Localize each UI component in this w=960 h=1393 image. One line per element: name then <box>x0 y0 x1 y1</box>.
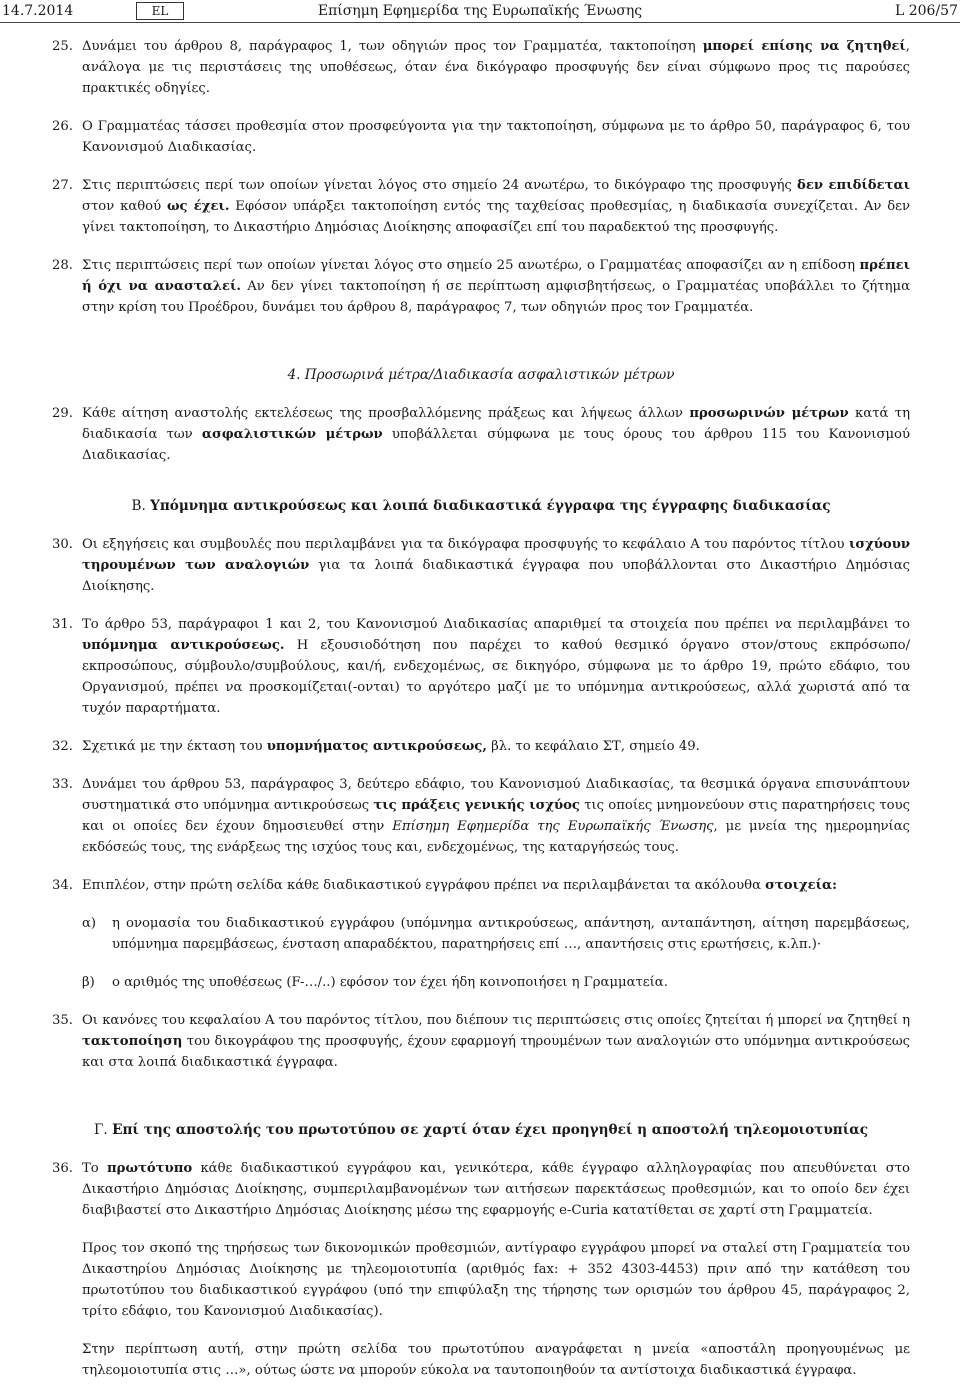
list-items <box>52 913 910 993</box>
list-item-b <box>82 972 910 993</box>
bold-text: τακτοποίηση <box>82 1034 183 1049</box>
section-heading-4: 4. Προσωρινά μέτρα/Διαδικασία ασφαλιστικών μέτρων <box>287 367 675 383</box>
text: κάθε διαδικαστικού εγγράφου και, γενικότερα, κάθε έγγραφο αλληλογραφίας που απευθύνεται στο Δικαστήριο Δημόσιας Διοίκησης, συμπεριλαμβανομένων των αιτήσεων παρεκτάσεως προθεσμιών, και το οποίο δεν έχει διαβιβαστεί στο Δικαστήριο Δημόσιας Διοίκησης μέσω της εφαρμογής e-Curia κατατίθεται σε χαρτί στη Γραμματεία. <box>82 1161 910 1218</box>
paragraph-31 <box>52 614 910 719</box>
bold-text: ως έχει. <box>166 199 230 214</box>
text: , ανάλογα με τις περιστάσεις της υποθέσεως, όταν ένα δικόγραφο προσφυγής δεν είναι σύμφωνο προς τις παρούσες πρακτικές οδηγίες. <box>82 39 910 96</box>
paragraph-35 <box>52 1010 910 1073</box>
paragraph-29 <box>52 403 910 466</box>
text: Το άρθρο 53, παράγραφοι 1 και 2, του Κανονισμού Διαδικασίας απαριθμεί τα στοιχεία που πρέπει να περιλαμβάνει το <box>82 617 910 632</box>
text: Δυνάμει του άρθρου 8, παράγραφος 1, των οδηγιών προς τον Γραμματέα, τακτοποίηση <box>82 39 703 54</box>
text: Στις περιπτώσεις περί των οποίων γίνεται λόγος στο σημείο 24 ανωτέρω, το δικόγραφο της προσφυγής <box>82 178 798 193</box>
list-item-a <box>82 913 910 955</box>
bold-text: υπομνήματος αντικρούσεως, <box>266 739 487 754</box>
section-heading-g <box>52 1120 910 1141</box>
paragraph-36-cont-1 <box>52 1238 910 1322</box>
text: Η εξουσιοδότηση που παρέχει το καθού θεσμικό όργανο στον/στους εκπρόσωπο/εκπροσώπους, σύμβουλο/συμβούλους, και/ή, ενδεχομένως, σε δικηγόρο, σύμφωνα με το άρθρο 19, πρώτο εδάφιο, του Οργανισμού, πρέπει να προσκομίζεται(-ονται) το αργότερο μαζί με το υπόμνημα αντικρούσεως, αλλά χωριστά από τα τυχόν παραρτήματα. <box>82 638 911 716</box>
text: η ονομασία του διαδικαστικού εγγράφου (υπόμνημα αντικρούσεως, απάντηση, ανταπάντηση, αίτηση παρεμβάσεως, υπόμνημα παρεμβάσεως, ένσταση απαραδέκτου, παρατηρήσεις επί …, απαντήσεις στις ερωτήσεις, κ.λπ.)· <box>112 916 910 952</box>
paragraph-33 <box>52 774 910 858</box>
text: στον καθού <box>82 199 167 214</box>
paragraph-number: 34. <box>52 878 73 893</box>
text: Ο Γραμματέας τάσσει προθεσμία στον προσφεύγοντα για την τακτοποίηση, σύμφωνα με το άρθρο 50, παράγραφος 6, του Κανονισμού Διαδικασίας. <box>82 119 910 155</box>
text: Δυνάμει του άρθρου 53, παράγραφος 3, δεύτερο εδάφιο, του Κανονισμού Διαδικασίας, τα θεσμικά όργανα επισυνάπτουν συστηματικά στο υπόμνημα αντικρούσεως <box>82 777 910 813</box>
paragraph-number: 31. <box>52 617 73 632</box>
bold-text: ισχύουν τηρουμένων των αναλογιών <box>82 537 910 573</box>
paragraph-32 <box>52 736 910 757</box>
list-label: β) <box>82 975 95 990</box>
paragraph-number: 30. <box>52 537 73 552</box>
bold-text: μπορεί επίσης να ζητηθεί <box>702 39 906 54</box>
paragraph-28 <box>52 255 910 318</box>
text: Το <box>82 1161 108 1176</box>
text: Κάθε αίτηση αναστολής εκτελέσεως της προσβαλλόμενης πράξεως και λήψεως άλλων <box>82 406 690 421</box>
journal-title: Επίσημη Εφημερίδα της Ευρωπαϊκής Ένωσης <box>317 3 643 19</box>
text: Σχετικά με την έκταση του <box>82 739 267 754</box>
section-title: Υπόμνημα αντικρούσεως και λοιπά διαδικαστικά έγγραφα της έγγραφης διαδικασίας <box>150 498 831 514</box>
text: , με μνεία της ημερομηνίας εκδόσεώς τους, της ενάρξεως της ισχύος τους και, ενδεχομένως, της καταργήσεώς τους. <box>82 819 910 855</box>
section-title: Επί της αποστολής του πρωτοτύπου σε χαρτί όταν έχει προηγηθεί η αποστολή τηλεομοιοτυπίας <box>112 1122 869 1138</box>
text: Αν δεν γίνει τακτοποίηση ή σε περίπτωση αμφισβητήσεως, ο Γραμματέας υποβάλλει το ζήτημα στην κρίση του Προέδρου, δυνάμει του άρθρου 8, παράγραφος 7, των οδηγιών προς τον Γραμματέα. <box>82 279 910 315</box>
bold-text: δεν επιδίδεται <box>797 178 910 193</box>
section-heading-b <box>52 496 910 517</box>
header-date: 14.7.2014 <box>2 3 74 19</box>
text: Οι εξηγήσεις και συμβουλές που περιλαμβάνει για τα δικόγραφα προσφυγής το κεφάλαιο Α του παρόντος τίτλου <box>82 537 849 552</box>
bold-text: προσωρινών μέτρων <box>689 406 849 421</box>
text: Στις περιπτώσεις περί των οποίων γίνεται λόγος στο σημείο 25 ανωτέρω, ο Γραμματέας αποφασίζει αν η επίδοση <box>82 258 860 273</box>
text: κατά τη διαδικασία των <box>82 406 910 442</box>
bold-text: υπόμνημα αντικρούσεως. <box>82 638 285 653</box>
paragraph-26 <box>52 116 910 158</box>
bold-text: ασφαλιστικών μέτρων <box>201 427 383 442</box>
bold-text: στοιχεία: <box>765 878 838 893</box>
section-label: Γ. <box>93 1122 108 1138</box>
paragraph-number: 35. <box>52 1013 73 1028</box>
text: Στην περίπτωση αυτή, στην πρώτη σελίδα του πρωτοτύπου αναγράφεται η μνεία «αποστάλη προηγουμένως με τηλεομοιοτυπία στις …», ούτως ώστε να μπορούν εύκολα να ταυτοποιηθούν τα αντίστοιχα διαδικαστικά έγγραφα. <box>82 1342 910 1378</box>
text: Εφόσον υπάρξει τακτοποίηση εντός της ταχθείσας προθεσμίας, η διαδικασία συνεχίζεται. Αν δεν γίνει τακτοποίηση, το Δικαστήριο Δημόσιας Διοίκησης αποφασίζει επί του παραδεκτού της προσφυγής. <box>82 199 910 235</box>
section-label: Β. <box>131 498 146 514</box>
paragraph-25 <box>52 36 910 99</box>
bold-text: πρωτότυπο <box>107 1161 193 1176</box>
paragraph-number: 32. <box>52 739 73 754</box>
italic-text: Επίσημη Εφημερίδα της Ευρωπαϊκής Ένωσης <box>392 819 714 834</box>
list-label: α) <box>82 916 97 931</box>
paragraph-27 <box>52 175 910 238</box>
bold-text: πρέπει ή όχι να ανασταλεί. <box>82 258 910 294</box>
text: για τα λοιπά διαδικαστικά έγγραφα που υποβάλλονται στο Δικαστήριο Δημόσιας Διοίκησης. <box>82 558 911 594</box>
text: Επιπλέον, στην πρώτη σελίδα κάθε διαδικαστικού εγγράφου πρέπει να περιλαμβάνεται τα ακόλουθα <box>82 878 766 893</box>
text: Προς τον σκοπό της τηρήσεως των δικονομικών προθεσμιών, αντίγραφο εγγράφου μπορεί να σταλεί στη Γραμματεία του Δικαστηρίου Δημόσιας Διοίκησης με τηλεομοιοτυπία (αριθμός fax: + 352 4303-4453) πριν από την κατάθεση του πρωτοτύπου του διαδικαστικού εγγράφου (υπό την επιφύλαξη της τήρησης των ορισμών του άρθρου 45, παράγραφος 2, τρίτο εδάφιο, του Κανονισμού Διαδικασίας). <box>82 1241 910 1319</box>
paragraph-34 <box>52 875 910 896</box>
text: βλ. το κεφάλαιο ΣΤ, σημείο 49. <box>486 739 700 754</box>
language-badge: EL <box>136 2 184 20</box>
bold-text: τις πράξεις γενικής ισχύος <box>373 798 580 813</box>
paragraph-number: 25. <box>52 39 73 54</box>
paragraph-number: 33. <box>52 777 73 792</box>
paragraph-30 <box>52 534 910 597</box>
paragraph-number: 26. <box>52 119 73 134</box>
text: ο αριθμός της υποθέσεως (F-…/..) εφόσον τον έχει ήδη κοινοποιήσει η Γραμματεία. <box>112 975 668 990</box>
document-body <box>52 36 910 1381</box>
text: Οι κανόνες του κεφαλαίου Α του παρόντος τίτλου, που διέπουν τις περιπτώσεις στις οποίες ζητείται ή μπορεί να ζητηθεί η <box>82 1013 910 1028</box>
journal-header <box>0 0 960 23</box>
text: τις οποίες μνημονεύουν στις παρατηρήσεις τους και οι οποίες δεν έχουν δημοσιευθεί στην <box>82 798 910 834</box>
text: του δικογράφου της προσφυγής, έχουν εφαρμογή τηρουμένων των αναλογιών στο υπόμνημα αντικρούσεως και στα λοιπά διαδικαστικά έγγραφα. <box>82 1034 910 1070</box>
paragraph-number: 27. <box>52 178 73 193</box>
page-number: L 206/57 <box>895 3 958 19</box>
paragraph-number: 29. <box>52 406 73 421</box>
paragraph-36-cont-2 <box>52 1339 910 1381</box>
paragraph-number: 28. <box>52 258 73 273</box>
text: υποβάλλεται σύμφωνα με τους όρους του άρθρου 115 του Κανονισμού Διαδικασίας. <box>82 427 910 463</box>
paragraph-number: 36. <box>52 1161 73 1176</box>
paragraph-36 <box>52 1158 910 1221</box>
